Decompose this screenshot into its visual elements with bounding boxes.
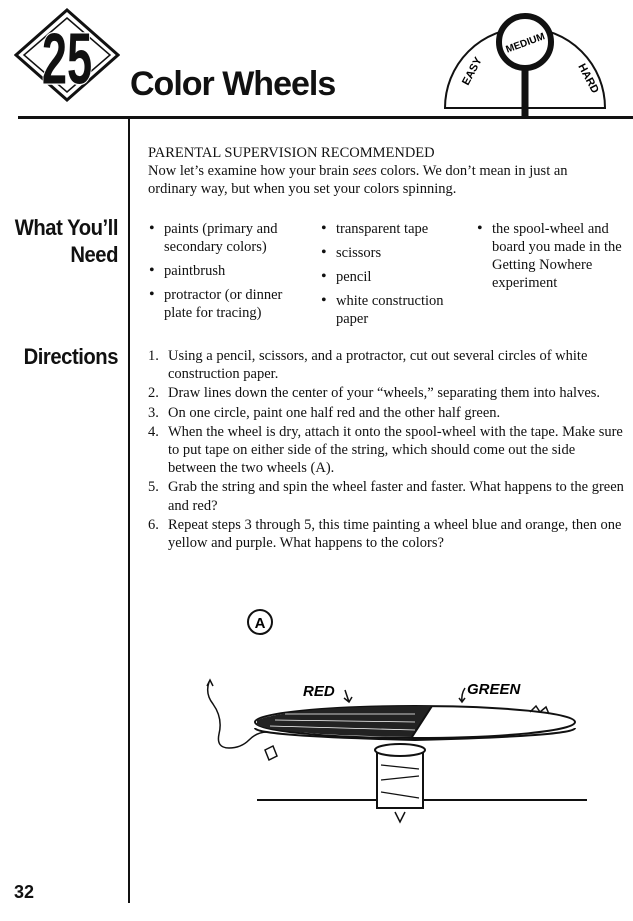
intro-emphasis: sees [352, 163, 377, 179]
step-text: On one circle, paint one half red and the other half green. [168, 404, 501, 421]
difficulty-hard-label: HARD [575, 61, 601, 96]
step-text: Draw lines down the center of your “wheels,” separating them into halves. [168, 385, 601, 402]
column-rule [128, 118, 130, 903]
supervision-notice: PARENTAL SUPERVISION RECOMMENDED [148, 145, 435, 161]
step-number: 2. [148, 385, 159, 402]
label-green: GREEN [467, 681, 521, 698]
material-item-col2-1: • transparent tape [320, 220, 470, 238]
materials-column-1 [148, 220, 313, 328]
page-number: 32 [14, 882, 35, 902]
marker-a-label: A [254, 615, 266, 632]
spool [375, 744, 425, 822]
step-number: 5. [148, 479, 159, 496]
step-number: 6. [148, 516, 159, 533]
label-red: RED [303, 683, 335, 700]
step-number: 1. [148, 348, 159, 364]
material-item-col3-1: • the spool-wheel and board you made in the Getting Nowhere experiment [476, 220, 633, 292]
spinning-wheel-illustration [195, 600, 595, 845]
material-item-col2-3: • pencil [320, 268, 470, 286]
materials-column-3 [476, 220, 633, 298]
material-item-col2-4: • white construction paper [320, 292, 470, 328]
material-item-col1-2: • paintbrush [148, 262, 313, 280]
page-title: Color Wheels [130, 65, 336, 103]
direction-step-4 [148, 423, 626, 478]
string [208, 682, 267, 748]
step-text: Grab the string and spin the wheel faster and faster. What happens to the green and red? [168, 479, 624, 514]
direction-step-5 [148, 478, 626, 514]
materials-column-2 [320, 220, 470, 334]
section-heading-directions: Directions [23, 344, 119, 369]
marker-a [248, 610, 272, 634]
tape-piece [265, 746, 277, 760]
direction-step-2 [148, 384, 626, 402]
color-wheel-disc [255, 706, 575, 740]
header-rule [18, 116, 633, 119]
step-text: When the wheel is dry, attach it onto the spool-wheel with the tape. Make sure to put tape on either side of the string, which should come out the side between the two wheels (A). [168, 423, 623, 477]
direction-step-6 [148, 516, 626, 552]
step-number: 4. [148, 423, 159, 440]
section-heading-what-youll-need: What You’ll Need [14, 215, 119, 267]
material-item-col1-3: • protractor (or dinner plate for tracing) [148, 286, 313, 322]
difficulty-easy-label: EASY [460, 55, 485, 88]
difficulty-gauge [440, 8, 615, 118]
difficulty-medium-label: MEDIUM [504, 31, 547, 56]
direction-step-3 [148, 404, 626, 422]
directions-list [148, 347, 626, 553]
step-number: 3. [148, 404, 159, 421]
material-item-col2-2: • scissors [320, 244, 470, 262]
direction-step-1 [148, 347, 626, 383]
intro-paragraph: Now let’s examine how your brain sees colors. We don’t mean in just an ordinary way, but when you set your colors spinning. [148, 163, 568, 197]
activity-number: 25 [41, 17, 93, 100]
step-text: Using a pencil, scissors, and a protractor, cut out several circles of white construction paper. [168, 348, 588, 383]
material-item-col1-1: • paints (primary and secondary colors) [148, 220, 313, 256]
activity-number-badge [14, 8, 120, 102]
step-text: Repeat steps 3 through 5, this time painting a wheel blue and orange, then one yellow and purple. What happens to the colors? [168, 516, 622, 552]
